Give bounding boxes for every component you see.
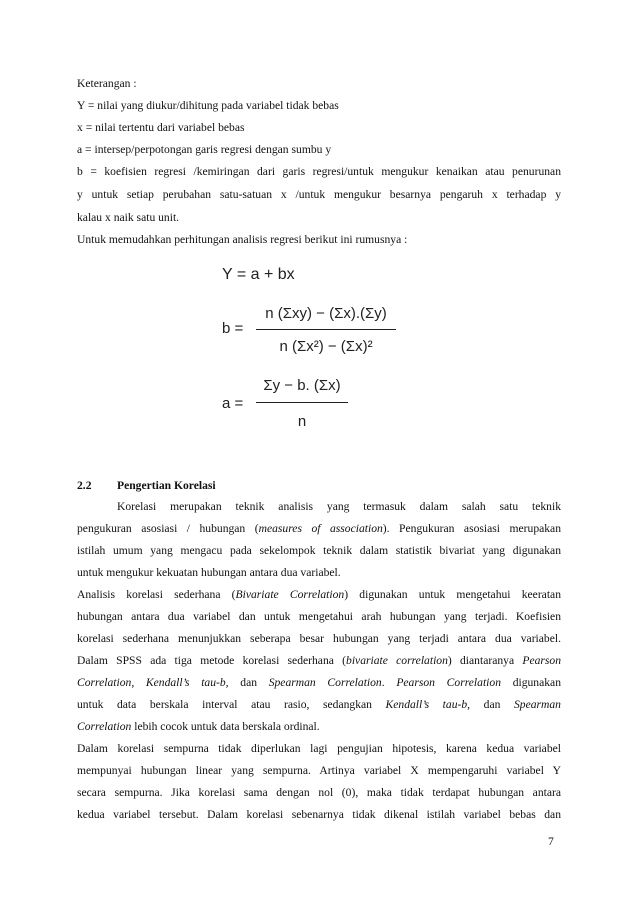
definition-b-line1: b = koefisien regresi /kemiringan dari garis regresi/untuk mengukur kenaikan atau penurunan [77, 165, 561, 178]
p1-line4: untuk mengukur kekuatan hubungan antara dua variabel. [77, 566, 341, 579]
p1-line2: pengukuran asosiasi / hubungan (measures of association). Pengukuran asosiasi merupakan [77, 522, 561, 535]
formula-intro: Untuk memudahkan perhitungan analisis regresi berikut ini rumusnya : [77, 233, 408, 246]
definition-x: x = nilai tertentu dari variabel bebas [77, 121, 245, 134]
keterangan-title: Keterangan : [77, 77, 137, 90]
section-heading [77, 479, 561, 493]
definition-a: a = intersep/perpotongan garis regresi dengan sumbu y [77, 143, 332, 156]
definition-y: Y = nilai yang diukur/dihitung pada variabel tidak bebas [77, 99, 339, 112]
formula-a-denominator: n [297, 413, 307, 430]
p3-line2: mempunyai hubungan linear yang sempurna. Artinya variabel X mempengaruhi variabel Y [77, 764, 561, 777]
definition-b-line2: y untuk setiap perubahan satu-satuan x /untuk mengukur besarnya pengaruh x terhadap y [77, 188, 561, 201]
p1-line3: istilah umum yang mengacu pada sekelompok teknik dalam statistik bivariat yang digunakan [77, 544, 561, 557]
p1-line1: Korelasi merupakan teknik analisis yang termasuk dalam salah satu teknik [117, 500, 561, 513]
p3-line1: Dalam korelasi sempurna tidak diperlukan lagi pengujian hipotesis, karena kedua variabel [77, 742, 561, 755]
p2-line1: Analisis korelasi sederhana (Bivariate Correlation) digunakan untuk mengetahui keeratan [77, 588, 561, 601]
p2-line5: Correlation, Kendall’s tau-b, dan Spearman Correlation. Pearson Correlation digunakan [77, 676, 561, 689]
section-title: Pengertian Korelasi [117, 479, 216, 492]
section-number: 2.2 [77, 479, 92, 492]
page-number: 7 [548, 835, 554, 848]
p3-line3: secara sempurna. Jika korelasi sama dengan nol (0), maka tidak terdapat hubungan antara [77, 786, 561, 799]
p2-line4: Dalam SPSS ada tiga metode korelasi sederhana (bivariate correlation) diantaranya Pearson [77, 654, 562, 667]
formula-main: Y = a + bx [222, 266, 295, 283]
definition-b-line3: kalau x naik satu unit. [77, 211, 180, 224]
p2-line2: hubungan antara dua variabel dan untuk mengetahui arah hubungan yang terjadi. Koefisien [77, 610, 561, 623]
formula-a-numerator: Σy − b. (Σx) [263, 377, 341, 394]
formula-b-numerator: n (Σxy) − (Σx).(Σy) [265, 305, 387, 322]
formula-b-fraction-bar [256, 329, 396, 330]
p2-line6: untuk data berskala interval atau rasio, sedangkan Kendall’s tau-b, dan Spearman [77, 698, 561, 711]
formula-a-fraction-bar [256, 402, 348, 403]
formula-b-denominator: n (Σx²) − (Σx)² [279, 338, 373, 355]
p2-line7: Correlation lebih cocok untuk data berskala ordinal. [77, 720, 320, 733]
p3-line4: kedua variabel tersebut. Dalam korelasi sebenarnya tidak dikenal istilah variabel bebas dan [77, 808, 561, 821]
formula-b-label: b = [222, 320, 244, 337]
p2-line3: korelasi sederhana menunjukkan seberapa besar hubungan yang terjadi antara dua variabel. [77, 632, 561, 645]
formula-a-label: a = [222, 395, 244, 412]
